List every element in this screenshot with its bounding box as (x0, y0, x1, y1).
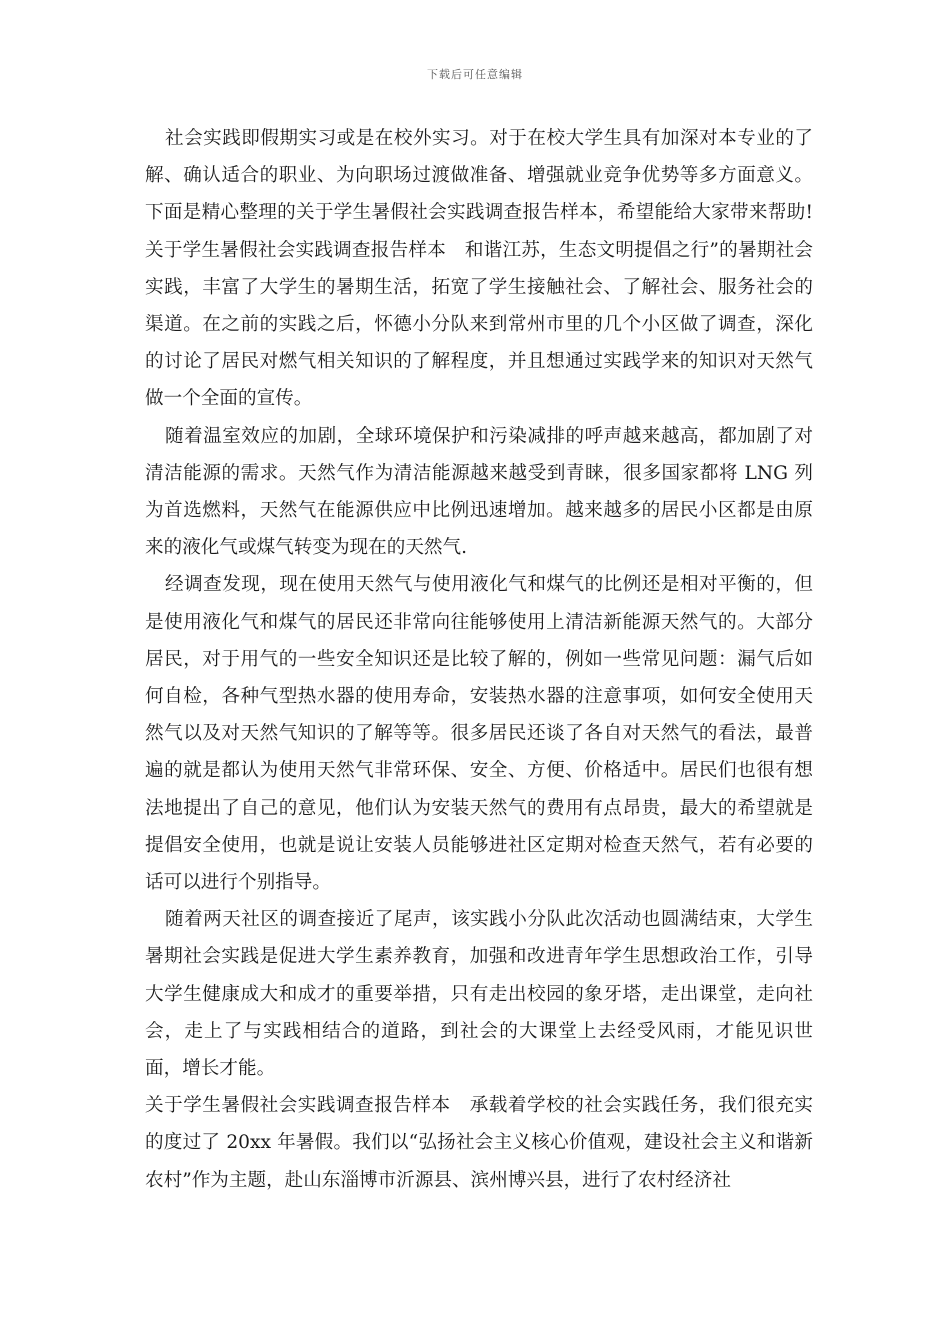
document-body (145, 120, 813, 1199)
paragraph-intro: 社会实践即假期实习或是在校外实习。对于在校大学生具有加深对本专业的了解、确认适合的职业、为向职场过渡做准备、增强就业竞争优势等多方面意义。下面是精心整理的关于学生暑假社会实践调查报告样本，希望能给大家带来帮助!关于学生暑假社会实践调查报告样本 和谐江苏，生态文明提倡之行”的暑期社会实践，丰富了大学生的暑期生活，拓宽了学生接触社会、了解社会、服务社会的渠道。在之前的实践之后，怀德小分队来到常州市里的几个小区做了调查，深化的讨论了居民对燃气相关知识的了解程度，并且想通过实践学来的知识对天然气做一个全面的宣传。 (145, 128, 813, 410)
paragraph-greenhouse: 随着温室效应的加剧，全球环境保护和污染减排的呼声越来越高，都加剧了对清洁能源的需求。天然气作为清洁能源越来越受到青睐，很多国家都将 LNG 列为首选燃料，天然气在能源供应中比例迅速增加。越来越多的居民小区都是由原来的液化气或煤气转变为现在的天然气. (145, 425, 813, 559)
page-header: 下载后可任意编辑 (427, 68, 523, 81)
paragraph-survey-findings: 经调查发现，现在使用天然气与使用液化气和煤气的比例还是相对平衡的，但是使用液化气和煤气的居民还非常向往能够使用上清洁新能源天然气的。大部分居民，对于用气的一些安全知识还是比较了解的，例如一些常见问题：漏气后如何自检，各种气型热水器的使用寿命，安装热水器的注意事项，如何安全使用天然气以及对天然气知识的了解等等。很多居民还谈了各自对天然气的看法，最普遍的就是都认为使用天然气非常环保、安全、方便、价格适中。居民们也很有想法地提出了自己的意见，他们认为安装天然气的费用有点昂贵，最大的希望就是提倡安全使用，也就是说让安装人员能够进社区定期对检查天然气，若有必要的话可以进行个别指导。 (145, 574, 813, 894)
paragraph-second-report: 关于学生暑假社会实践调查报告样本 承载着学校的社会实践任务，我们很充实的度过了 20xx 年暑假。我们以“弘扬社会主义核心价值观，建设社会主义和谐新农村”作为主题，赴山东淄博市沂源县、滨州博兴县，进行了农村经济社 (145, 1095, 813, 1191)
paragraph-conclusion: 随着两天社区的调查接近了尾声，该实践小分队此次活动也圆满结束，大学生暑期社会实践是促进大学生素养教育，加强和改进青年学生思想政治工作，引导大学生健康成大和成才的重要举措，只有走出校园的象牙塔，走出课堂，走向社会，走上了与实践相结合的道路，到社会的大课堂上去经受风雨，才能见识世面，增长才能。 (145, 909, 813, 1080)
